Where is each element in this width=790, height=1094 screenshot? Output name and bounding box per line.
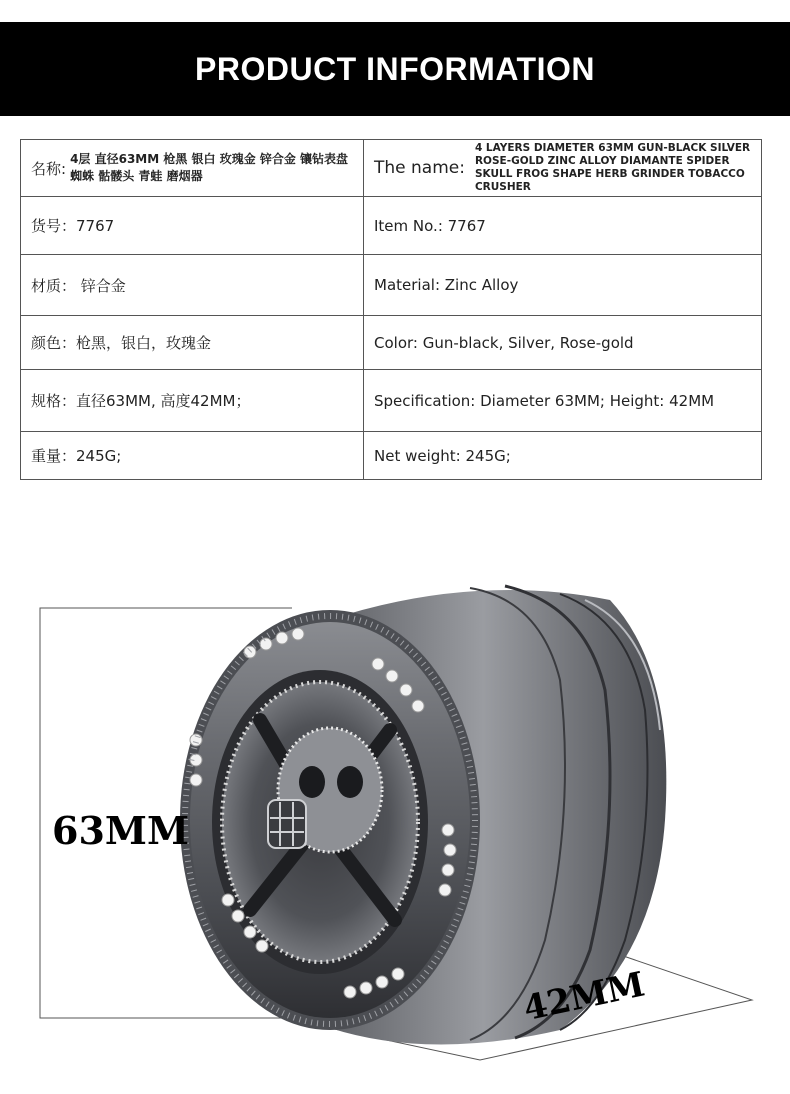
item-no-en: Item No.: 7767 bbox=[364, 197, 762, 255]
spec-en: Specification: Diameter 63MM; Height: 42MM bbox=[364, 370, 762, 432]
name-cn-value: 4层 直径63MM 枪黑 银白 玫瑰金 锌合金 镶钻表盘 蜘蛛 骷髅头 青蛙 磨烟器 bbox=[70, 152, 349, 183]
grinder-face bbox=[180, 610, 480, 1030]
weight-cn: 重量：245G; bbox=[21, 432, 364, 480]
name-en-value: 4 LAYERS DIAMETER 63MM GUN-BLACK SILVER ROSE-GOLD ZINC ALLOY DIAMANTE SPIDER SKULL FROG SHAPE HERB GRINDER TOBACCO CRUSHER bbox=[474, 142, 751, 193]
material-cn: 材质： 锌合金 bbox=[21, 255, 364, 316]
weight-en: Net weight: 245G; bbox=[364, 432, 762, 480]
table-row bbox=[21, 316, 762, 370]
color-en: Color: Gun-black, Silver, Rose-gold bbox=[364, 316, 762, 370]
name-cn-cell bbox=[21, 140, 364, 197]
spec-table bbox=[20, 139, 762, 480]
product-visual bbox=[0, 560, 790, 1090]
height-label: 42MM bbox=[520, 964, 649, 1030]
item-no-cn: 货号：7767 bbox=[21, 197, 364, 255]
name-en-cell bbox=[364, 140, 762, 197]
table-row bbox=[21, 197, 762, 255]
page-title: PRODUCT INFORMATION bbox=[195, 50, 595, 87]
name-cn-key: 名称: bbox=[31, 159, 67, 178]
table-row bbox=[21, 140, 762, 197]
table-row bbox=[21, 255, 762, 316]
material-en: Material: Zinc Alloy bbox=[364, 255, 762, 316]
table-row bbox=[21, 432, 762, 480]
diameter-label: 63MM bbox=[52, 808, 190, 853]
color-cn: 颜色：枪黑，银白，玫瑰金 bbox=[21, 316, 364, 370]
spec-cn: 规格：直径63MM, 高度42MM； bbox=[21, 370, 364, 432]
table-row bbox=[21, 370, 762, 432]
name-en-key: The name: bbox=[374, 158, 465, 178]
header-banner bbox=[0, 22, 790, 116]
